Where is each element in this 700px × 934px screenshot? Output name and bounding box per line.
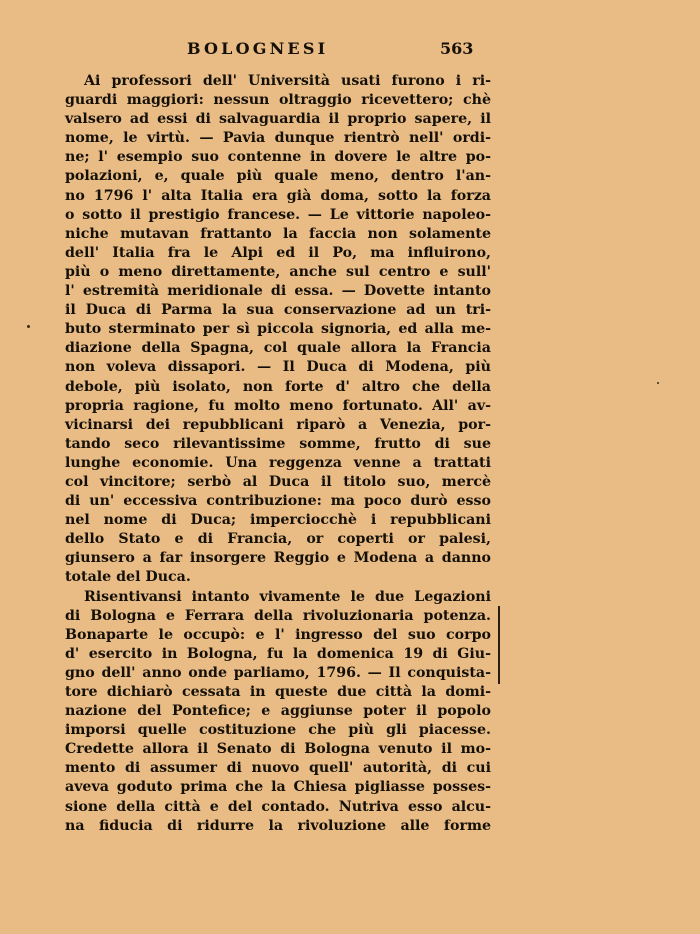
text-line: imporsi quelle costituzione che più gli piacesse. [65, 722, 491, 739]
text-line: lunghe economie. Una reggenza venne a trattati [65, 454, 491, 471]
text-line: niche mutavan frattanto la faccia non solamente [65, 225, 491, 242]
running-title: BOLOGNESI [187, 39, 329, 58]
text-line: diazione della Spagna, col quale allora la Francia [65, 340, 491, 357]
text-line: nome, le virtù. — Pavia dunque rientrò nell' ordi- [65, 130, 491, 147]
text-line: gno dell' anno onde parliamo, 1796. — Il conquista- [65, 664, 491, 681]
text-line: di Bologna e Ferrara della rivoluzionaria potenza. [65, 607, 491, 624]
ink-speck [657, 382, 659, 384]
text-line: debole, più isolato, non forte d' altro che della [65, 378, 491, 395]
text-line: sione della città e del contado. Nutriva esso alcu- [65, 798, 491, 815]
text-line: tando seco rilevantissime somme, frutto di sue [65, 435, 491, 452]
text-line: vicinarsi dei repubblicani riparò a Venezia, por- [65, 416, 491, 433]
text-line: valsero ad essi di salvaguardia il proprio sapere, il [65, 111, 491, 128]
text-line: o sotto il prestigio francese. — Le vittorie napoleo- [65, 206, 491, 223]
page-number: 563 [440, 39, 474, 58]
text-line: aveva goduto prima che la Chiesa pigliasse posses- [65, 779, 491, 796]
text-line: dello Stato e di Francia, or coperti or palesi, [65, 531, 491, 548]
text-line: più o meno direttamente, anche sul centro e sull' [65, 263, 491, 280]
text-line: col vincitore; serbò al Duca il titolo suo, mercè [65, 473, 491, 490]
text-line: non voleva dissapori. — Il Duca di Modena, più [65, 359, 491, 376]
text-line: di un' eccessiva contribuzione: ma poco durò esso [65, 493, 491, 510]
margin-mark [498, 606, 500, 684]
page-header [0, 39, 700, 61]
text-line: d' esercito in Bologna, fu la domenica 19 di Giu- [65, 645, 491, 662]
text-line: mento di assumer di nuovo quell' autorità, di cui [65, 760, 491, 777]
text-line: propria ragione, fu molto meno fortunato. All' av- [65, 397, 491, 414]
text-line: Ai professori dell' Università usati furono i ri- [84, 73, 491, 89]
text-line: ne; l' esempio suo contenne in dovere le altre po- [65, 149, 491, 166]
text-line: polazioni, e, quale più quale meno, dentro l'an- [65, 168, 491, 185]
text-line: giunsero a far insorgere Reggio e Modena a danno [65, 550, 491, 567]
text-line: na fiducia di ridurre la rivoluzione alle forme [65, 817, 491, 834]
text-line: Bonaparte le occupò: e l' ingresso del suo corpo [65, 626, 491, 643]
text-line: totale del Duca. [65, 569, 191, 586]
text-line: guardi maggiori: nessun oltraggio ricevettero; chè [65, 92, 491, 109]
ink-speck [27, 325, 30, 328]
text-line: il Duca di Parma la sua conservazione ad un tri- [65, 302, 491, 319]
text-line: tore dichiarò cessata in queste due città la domi- [65, 684, 491, 700]
text-line: buto sterminato per sì piccola signoria, ed alla me- [65, 321, 491, 338]
body-text [65, 72, 491, 836]
text-line: dell' Italia fra le Alpi ed il Po, ma influirono, [65, 244, 491, 261]
text-line: l' estremità meridionale di essa. — Dovette intanto [65, 283, 491, 300]
text-line: Risentivansi intanto vivamente le due Legazioni [84, 588, 491, 605]
text-line: nazione del Pontefice; e aggiunse poter il popolo [65, 703, 491, 720]
text-line: nel nome di Duca; imperciocchè i repubblicani [65, 512, 491, 529]
text-line: Credette allora il Senato di Bologna venuto il mo- [65, 741, 491, 758]
text-line: no 1796 l' alta Italia era già doma, sotto la forza [65, 187, 491, 204]
